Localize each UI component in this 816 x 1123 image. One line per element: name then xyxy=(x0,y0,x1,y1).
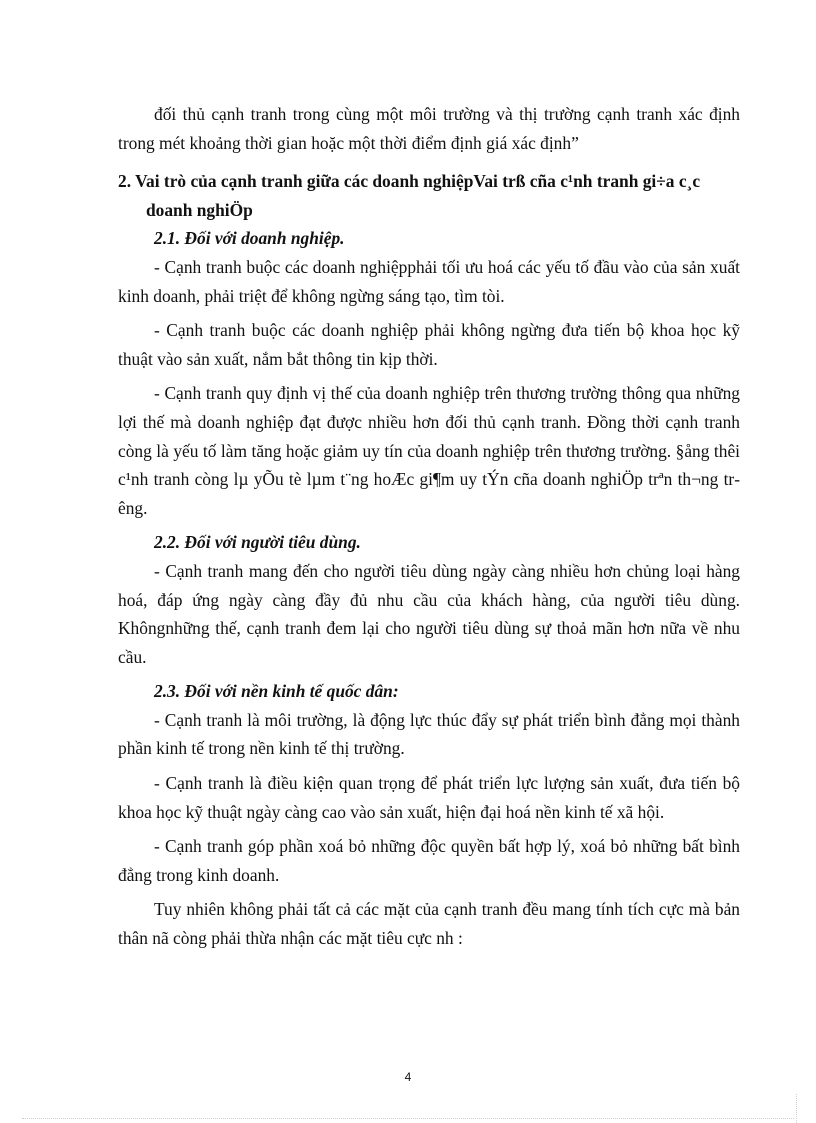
paragraph-2-3-a: - Cạnh tranh là môi trường, là động lực thúc đẩy sự phát triển bình đẳng mọi thành phần kinh tế trong nền kinh tế thị trường. xyxy=(118,709,740,759)
section-2-heading: 2. Vai trò của cạnh tranh giữa các doanh nghiệpVai trß cña c¹nh tranh gi÷a c¸c doanh nghiÖp xyxy=(118,171,701,220)
paragraph-2-1-c: - Cạnh tranh quy định vị thế của doanh nghiệp trên thương trường thông qua những lợi thế mà doanh nghiệp đạt được nhiều hơn đối thủ cạnh tranh. Đồng thời cạnh tranh còng là yếu tố làm tăng hoặc giảm uy tín của doanh nghiệp trên thương trường. §ång thêi c¹nh tranh còng lµ yÕu tè lµm t¨ng hoÆc gi¶m uy tÝn cña doanh nghiÖp trªn th¬ng trêng. xyxy=(118,383,740,518)
paragraph-2-1-b: - Cạnh tranh buộc các doanh nghiệp phải không ngừng đưa tiến bộ khoa học kỹ thuật vào sản xuất, nắm bắt thông tin kịp thời. xyxy=(118,320,740,369)
page-border-line xyxy=(22,1118,794,1119)
subsection-2-3-title: 2.3. Đối với nền kinh tế quốc dân: xyxy=(154,681,399,702)
paragraph-2-1-a: - Cạnh tranh buộc các doanh nghiệpphải tối ưu hoá các yếu tố đầu vào của sản xuất kinh doanh, phải triệt để không ngừng sáng tạo, tìm tòi. xyxy=(118,256,740,306)
closing-paragraph: Tuy nhiên không phải tất cả các mặt của cạnh tranh đều mang tính tích cực mà bản thân nã còng phải thừa nhận các mặt tiêu cực nh : xyxy=(118,899,740,949)
paragraph-2-3-c: - Cạnh tranh góp phần xoá bỏ những độc quyền bất hợp lý, xoá bỏ những bất bình đẳng trong kinh doanh. xyxy=(118,836,740,885)
page-number: 4 xyxy=(404,1070,412,1084)
paragraph-2-3-b: - Cạnh tranh là điều kiện quan trọng để phát triển lực lượng sản xuất, đưa tiến bộ khoa học kỹ thuật ngày càng cao vào sản xuất, hiện đại hoá nền kinh tế xã hội. xyxy=(118,773,740,822)
subsection-2-2-title: 2.2. Đối với người tiêu dùng. xyxy=(154,532,361,553)
continuation-paragraph: đối thủ cạnh tranh trong cùng một môi trường và thị trường cạnh tranh xác định trong mét khoảng thời gian hoặc một thời điểm định giá xác định” xyxy=(118,104,740,153)
paragraph-2-2-a: - Cạnh tranh mang đến cho người tiêu dùng ngày càng nhiều hơn chủng loại hàng hoá, đáp ứng ngày càng đầy đủ nhu cầu của khách hàng, của người tiêu dùng. Khôngnhững thế, cạnh tranh đem lại cho người tiêu dùng sự thoả mãn hơn nữa về nhu cầu. xyxy=(118,560,740,667)
page-border-corner xyxy=(796,1094,797,1123)
document-body xyxy=(118,100,740,953)
subsection-2-1-title: 2.1. Đối với doanh nghiệp. xyxy=(154,228,345,249)
